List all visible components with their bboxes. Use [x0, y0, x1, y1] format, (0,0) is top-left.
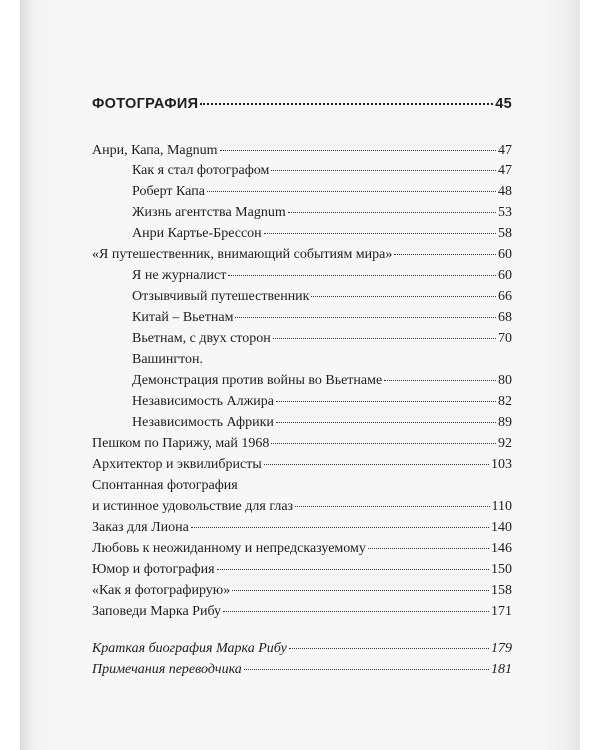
toc-entry — [92, 562, 512, 578]
entry-page-number: 82 — [498, 394, 512, 409]
toc-entry — [92, 662, 512, 678]
entry-title: и истинное удовольствие для глаз — [92, 499, 294, 514]
dot-leader — [235, 317, 496, 318]
toc-entry — [132, 331, 512, 347]
dot-leader — [264, 464, 489, 465]
toc-entry — [92, 499, 512, 515]
entry-page-number: 48 — [498, 184, 512, 199]
dot-leader — [200, 103, 493, 105]
toc-entry — [132, 268, 512, 284]
entry-title: Любовь к неожиданному и непредсказуемому — [92, 541, 366, 556]
entry-title: Заказ для Лиона — [92, 520, 189, 535]
entry-page-number: 110 — [491, 499, 512, 514]
entry-page-number: 158 — [491, 583, 512, 598]
dot-leader — [289, 648, 489, 649]
entry-title: Китай – Вьетнам — [132, 310, 234, 325]
toc-entry — [132, 373, 512, 389]
toc-entry — [92, 583, 512, 599]
entry-page-number: 146 — [491, 541, 512, 556]
dot-leader — [271, 443, 496, 444]
entry-page-number: 53 — [498, 205, 512, 220]
dot-leader — [244, 669, 489, 670]
entry-title: Примечания переводчика — [92, 662, 242, 677]
toc-entry — [132, 310, 512, 326]
entry-title: Роберт Капа — [132, 184, 205, 199]
toc-entry — [92, 520, 512, 536]
section-page-number: 45 — [495, 96, 512, 112]
entry-title: Я не журналист — [132, 268, 227, 283]
entry-page-number: 150 — [491, 562, 512, 577]
toc-entry — [92, 541, 512, 557]
dot-leader — [271, 170, 496, 171]
toc-entry — [92, 143, 512, 159]
dot-leader — [276, 401, 496, 402]
toc-entry — [92, 641, 512, 657]
dot-leader — [311, 296, 496, 297]
entry-title: Вашингтон. — [132, 352, 203, 367]
dot-leader — [207, 191, 496, 192]
dot-leader — [217, 569, 489, 570]
toc-entry — [92, 478, 512, 494]
entry-page-number: 181 — [491, 662, 512, 677]
entry-page-number: 103 — [491, 457, 512, 472]
entry-page-number: 66 — [498, 289, 512, 304]
toc-entry — [92, 247, 512, 263]
dot-leader — [264, 233, 496, 234]
entry-title: Независимость Африки — [132, 415, 274, 430]
entry-page-number: 89 — [498, 415, 512, 430]
entry-title: Пешком по Парижу, май 1968 — [92, 436, 270, 451]
toc-entry — [132, 289, 512, 305]
dot-leader — [223, 611, 489, 612]
toc-entry — [132, 415, 512, 431]
dot-leader — [288, 212, 496, 213]
entry-page-number: 70 — [498, 331, 512, 346]
entry-title: Жизнь агентства Magnum — [132, 205, 286, 220]
toc-entry — [132, 163, 512, 179]
toc-entry — [132, 226, 512, 242]
entry-title: Анри Картье-Брессон — [132, 226, 262, 241]
dot-leader — [384, 380, 496, 381]
dot-leader — [191, 527, 489, 528]
toc-entry — [92, 436, 512, 452]
dot-leader — [232, 590, 489, 591]
entry-title: Заповеди Марка Рибу — [92, 604, 222, 619]
entry-page-number: 179 — [491, 641, 512, 656]
entry-title: Краткая биография Марка Рибу — [92, 641, 287, 656]
entry-page-number: 60 — [498, 268, 512, 283]
toc-entry — [132, 205, 512, 221]
entry-title: Анри, Капа, Magnum — [92, 143, 218, 158]
dot-leader — [273, 338, 496, 339]
entry-title: Вьетнам, с двух сторон — [132, 331, 271, 346]
entry-page-number: 47 — [498, 163, 512, 178]
entry-page-number: 171 — [491, 604, 512, 619]
entry-title: Архитектор и эквилибристы — [92, 457, 262, 472]
toc-section-heading — [92, 96, 512, 112]
entry-title: «Я путешественник, внимающий событиям мира» — [92, 247, 393, 262]
dot-leader — [295, 506, 489, 507]
entry-page-number: 80 — [498, 373, 512, 388]
toc-entry — [92, 604, 512, 620]
toc-entry — [132, 352, 512, 368]
entry-page-number: 58 — [498, 226, 512, 241]
entry-title: Демонстрация против войны во Вьетнаме — [132, 373, 383, 388]
table-of-contents — [20, 0, 580, 750]
dot-leader — [276, 422, 496, 423]
entry-page-number: 140 — [491, 520, 512, 535]
dot-leader — [368, 548, 489, 549]
entry-page-number: 60 — [498, 247, 512, 262]
book-page — [20, 0, 580, 750]
entry-page-number: 92 — [498, 436, 512, 451]
entry-title: Независимость Алжира — [132, 394, 274, 409]
section-title: ФОТОГРАФИЯ — [92, 96, 199, 112]
entry-page-number: 47 — [498, 143, 512, 158]
toc-entry — [132, 394, 512, 410]
dot-leader — [228, 275, 496, 276]
entry-title: Как я стал фотографом — [132, 163, 270, 178]
entry-title: Юмор и фотография — [92, 562, 215, 577]
toc-entry — [132, 184, 512, 200]
entry-title: «Как я фотографирую» — [92, 583, 231, 598]
toc-entry — [92, 457, 512, 473]
entry-page-number: 68 — [498, 310, 512, 325]
entry-title: Спонтанная фотография — [92, 478, 238, 493]
dot-leader — [220, 150, 496, 151]
entry-title: Отзывчивый путешественник — [132, 289, 310, 304]
dot-leader — [394, 254, 496, 255]
